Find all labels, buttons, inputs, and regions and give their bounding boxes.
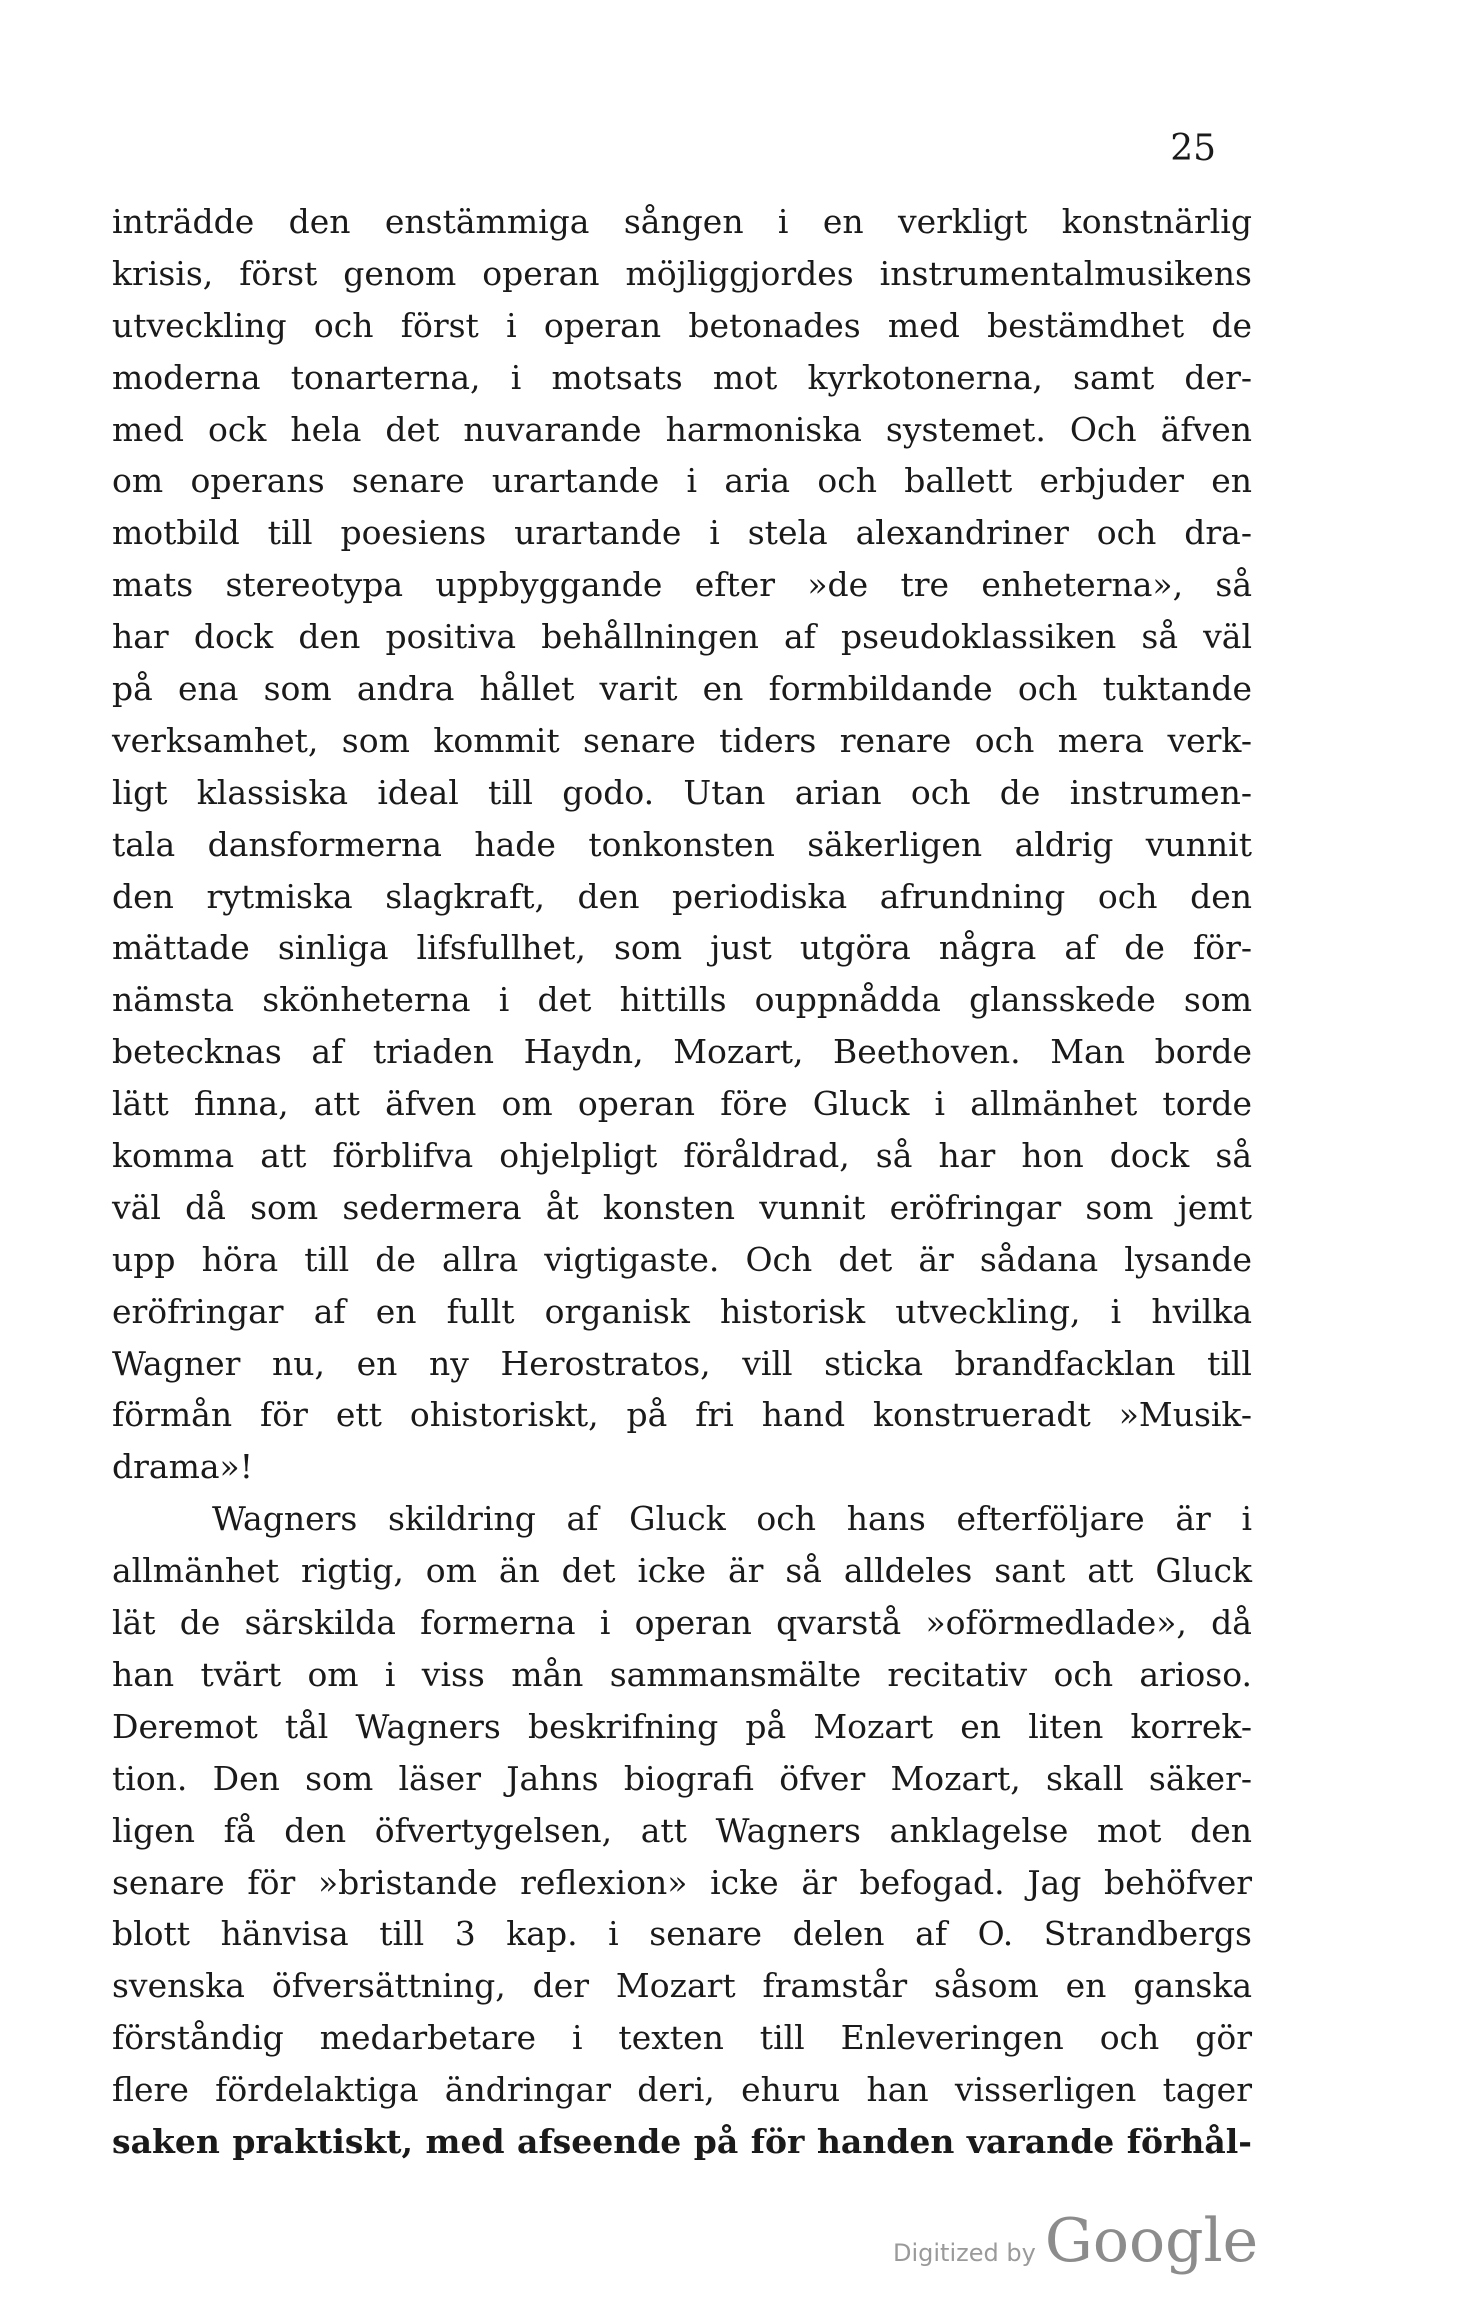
- google-logo: Google: [1044, 2206, 1259, 2276]
- text-line: Wagner nu, en ny Herostratos, vill sticka brandfacklan till: [112, 1343, 1252, 1383]
- text-line: Deremot tål Wagners beskrifning på Mozart en liten korrek-: [112, 1706, 1252, 1746]
- text-line: lät de särskilda formerna i operan qvarstå »oförmedlade», då: [112, 1603, 1252, 1643]
- text-line: upp höra till de allra vigtigaste. Och det är sådana lysande: [112, 1239, 1252, 1279]
- text-line: ligen få den öfvertygelsen, att Wagners anklagelse mot den: [112, 1810, 1252, 1850]
- text-line: utveckling och först i operan betonades med bestämdhet de: [112, 305, 1252, 345]
- text-line: mats stereotypa uppbyggande efter »de tre enheterna», så: [112, 565, 1252, 605]
- text-line: på ena som andra hållet varit en formbildande och tuktande: [112, 669, 1252, 709]
- text-line: betecknas af triaden Haydn, Mozart, Beethoven. Man borde: [112, 1032, 1252, 1072]
- text-line: svenska öfversättning, der Mozart framstår såsom en ganska: [112, 1966, 1252, 2006]
- text-line: han tvärt om i viss mån sammansmälte recitativ och arioso.: [112, 1654, 1252, 1694]
- text-line: tala dansformerna hade tonkonsten säkerligen aldrig vunnit: [112, 824, 1252, 864]
- text-line: förmån för ett ohistoriskt, på fri hand konstrueradt »Musik-: [112, 1395, 1252, 1435]
- digitized-by-watermark: [893, 2206, 1258, 2276]
- text-line: med ock hela det nuvarande harmoniska systemet. Och äfven: [112, 409, 1252, 449]
- page-number: 25: [1170, 128, 1216, 169]
- text-line: saken praktiskt, med afseende på för handen varande förhål-: [112, 2121, 1252, 2161]
- digitized-label: Digitized by: [893, 2239, 1036, 2267]
- text-line: väl då som sedermera åt konsten vunnit eröfringar som jemt: [112, 1187, 1252, 1227]
- text-line: komma att förblifva ohjelpligt föråldrad, så har hon dock så: [112, 1136, 1252, 1176]
- text-line: senare för »bristande reflexion» icke är befogad. Jag behöfver: [112, 1862, 1252, 1902]
- text-line: eröfringar af en fullt organisk historisk utveckling, i hvilka: [112, 1291, 1252, 1331]
- text-line: den rytmiska slagkraft, den periodiska afrundning och den: [112, 876, 1252, 916]
- text-line: verksamhet, som kommit senare tiders renare och mera verk-: [112, 720, 1252, 760]
- body-text: [112, 196, 1252, 2168]
- text-line: om operans senare urartande i aria och ballett erbjuder en: [112, 461, 1252, 501]
- text-line: inträdde den enstämmiga sången i en verkligt konstnärlig: [112, 202, 1252, 241]
- text-line: tion. Den som läser Jahns biografi öfver Mozart, skall säker-: [112, 1758, 1252, 1798]
- text-line: krisis, först genom operan möjliggjordes instrumentalmusikens: [112, 253, 1252, 293]
- text-line: lätt finna, att äfven om operan före Gluck i allmänhet torde: [112, 1084, 1252, 1124]
- text-line: drama»!: [112, 1447, 253, 1487]
- text-line: moderna tonarterna, i motsats mot kyrkotonerna, samt der-: [112, 357, 1252, 397]
- text-line: har dock den positiva behållningen af pseudoklassiken så väl: [112, 617, 1252, 657]
- text-line: blott hänvisa till 3 kap. i senare delen af O. Strandbergs: [112, 1914, 1252, 1954]
- text-line: motbild till poesiens urartande i stela alexandriner och dra-: [112, 513, 1252, 553]
- text-line: flere fördelaktiga ändringar deri, ehuru han visserligen tager: [112, 2070, 1252, 2110]
- text-line: nämsta skönheterna i det hittills ouppnådda glansskede som: [112, 980, 1252, 1020]
- text-line: förståndig medarbetare i texten till Enleveringen och gör: [112, 2018, 1252, 2058]
- text-line: Wagners skildring af Gluck och hans efterföljare är i: [212, 1499, 1252, 1539]
- text-line: mättade sinliga lifsfullhet, som just utgöra några af de för-: [112, 928, 1252, 968]
- text-line: ligt klassiska ideal till godo. Utan arian och de instrumen-: [112, 772, 1252, 812]
- text-line: allmänhet rigtig, om än det icke är så alldeles sant att Gluck: [112, 1551, 1252, 1591]
